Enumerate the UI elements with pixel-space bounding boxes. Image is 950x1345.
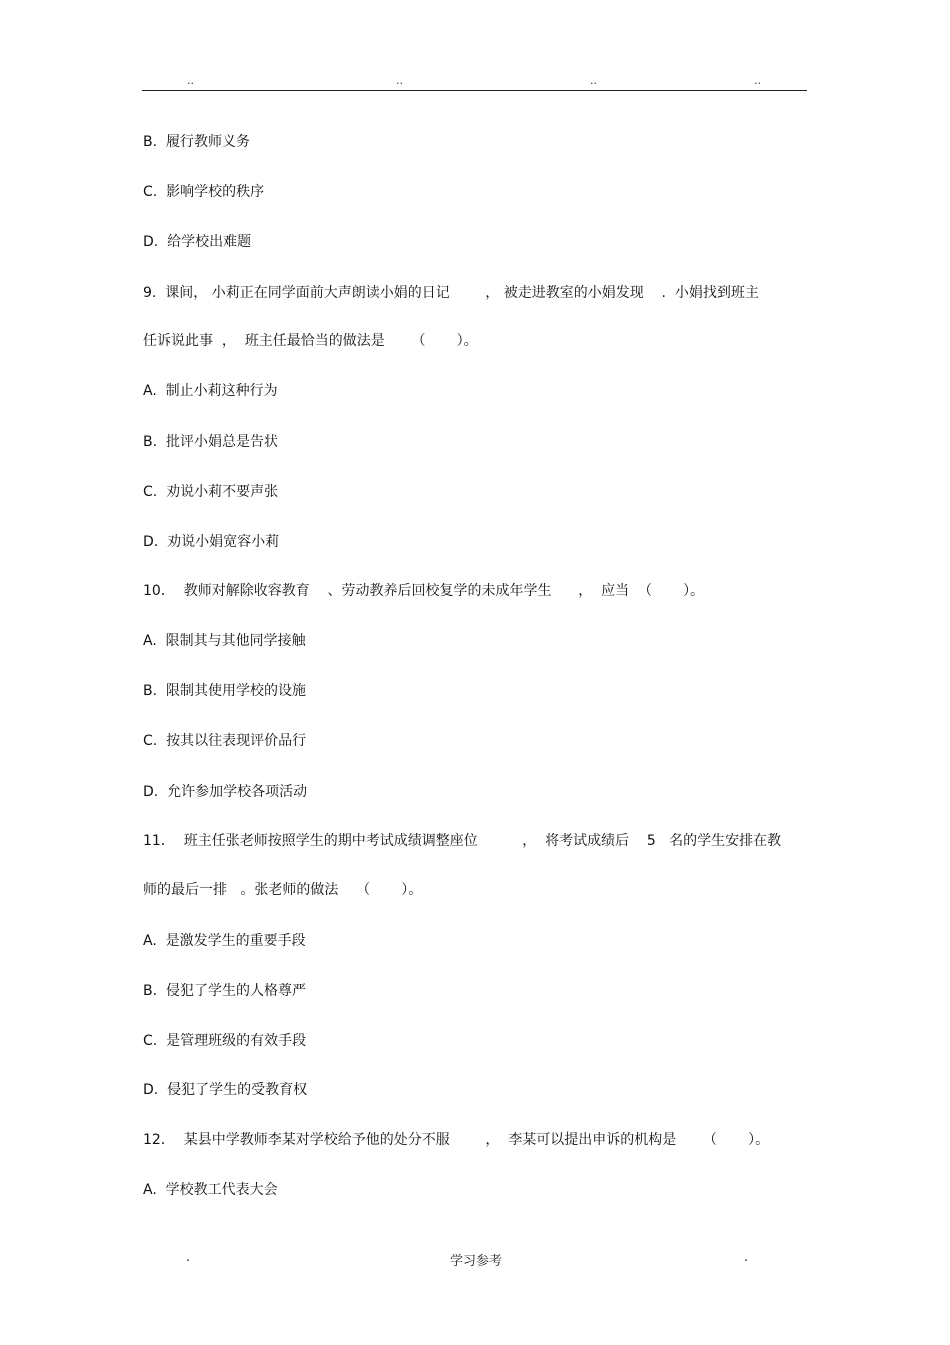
question-line: 11． 班主任张老师按照学生的期中考试成绩调整座位 ， 将考试成绩后 5 名的学生安排在教	[143, 833, 782, 849]
question-line: 任诉说此事 ， 班主任最恰当的做法是 （ ）。	[143, 333, 478, 349]
footer-right-mark: .	[744, 1250, 749, 1265]
option-line: D. 侵犯了学生的受教育权	[143, 1082, 308, 1098]
header-mark: ..	[590, 74, 597, 87]
option-line: A. 是激发学生的重要手段	[143, 933, 306, 949]
header-mark: ..	[754, 74, 761, 87]
question-line: 9. 课间， 小莉正在同学面前大声朗读小娟的日记 ， 被走进教室的小娟发现 . 小娟找到班主	[143, 285, 759, 301]
option-line: B. 履行教师义务	[143, 134, 250, 150]
option-line: A. 限制其与其他同学接触	[143, 633, 306, 649]
header-mark: ..	[187, 74, 194, 87]
footer-left-mark: .	[186, 1250, 191, 1265]
option-line: B. 侵犯了学生的人格尊严	[143, 983, 306, 999]
option-line: A. 学校教工代表大会	[143, 1182, 278, 1198]
option-line: B. 限制其使用学校的设施	[143, 683, 306, 699]
option-line: C. 是管理班级的有效手段	[143, 1033, 307, 1049]
header-rule	[142, 90, 807, 91]
option-line: C. 影响学校的秩序	[143, 184, 265, 200]
option-line: D. 劝说小娟宽容小莉	[143, 534, 280, 550]
footer-caption: 学习参考	[450, 1254, 503, 1269]
question-line: 12． 某县中学教师李某对学校给予他的处分不服 ， 李某可以提出申诉的机构是 （ ）。	[143, 1132, 770, 1148]
question-line: 10． 教师对解除收容教育 、劳动教养后回校复学的未成年学生 ， 应当 （ ）。	[143, 583, 705, 599]
option-line: D. 给学校出难题	[143, 234, 252, 250]
option-line: B. 批评小娟总是告状	[143, 434, 278, 450]
option-line: C. 按其以往表现评价品行	[143, 733, 307, 749]
option-line: D. 允许参加学校各项活动	[143, 784, 308, 800]
header-mark: ..	[396, 74, 403, 87]
option-line: C. 劝说小莉不要声张	[143, 484, 279, 500]
option-line: A. 制止小莉这种行为	[143, 383, 278, 399]
question-line: 师的最后一排 。张老师的做法 （ ）。	[143, 882, 423, 898]
